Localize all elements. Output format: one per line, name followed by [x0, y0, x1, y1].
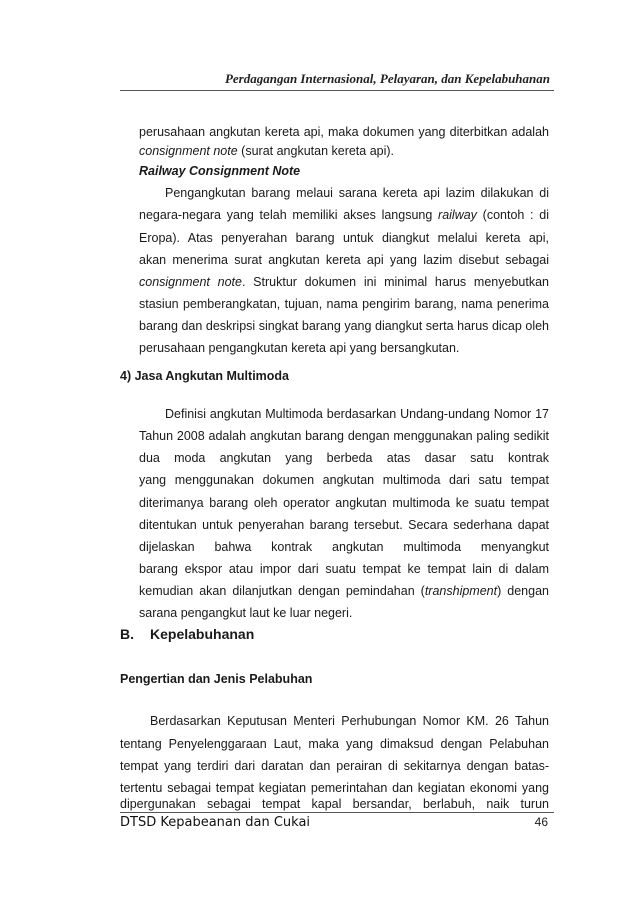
- footer-divider: [120, 812, 554, 813]
- section-title: Kepelabuhanan: [150, 626, 255, 642]
- paragraph-line: stasiun pemberangkatan, tujuan, nama pengirim barang, nama penerima: [139, 297, 549, 311]
- paragraph-line: sarana pengangkut laut ke luar negeri.: [139, 606, 353, 620]
- page-number: 46: [534, 815, 548, 829]
- paragraph-line: dijelaskan bahwa kontrak angkutan multimoda menyangkut: [139, 540, 549, 554]
- running-header: Perdagangan Internasional, Pelayaran, dan Kepelabuhanan: [224, 71, 550, 86]
- paragraph-line: Pengangkutan barang melaui sarana kereta api lazim dilakukan di: [165, 186, 549, 200]
- paragraph-line: barang ekspor atau impor dari suatu tempat ke tempat lain di dalam: [139, 562, 549, 576]
- subheading-multimoda: 4) Jasa Angkutan Multimoda: [120, 369, 290, 383]
- paragraph-line: perusahaan angkutan kereta api, maka dokumen yang diterbitkan adalah: [139, 125, 549, 139]
- paragraph-line: Eropa). Atas penyerahan barang untuk diangkut melalui kereta api,: [139, 231, 549, 245]
- paragraph-line: kemudian akan dilanjutkan dengan pemindahan (transhipment) dengan: [139, 584, 549, 598]
- subheading-railway: Railway Consignment Note: [139, 164, 301, 178]
- paragraph-line: dua moda angkutan yang berbeda atas dasar satu kontrak: [139, 451, 549, 465]
- paragraph-line: dipergunakan sebagai tempat kapal bersandar, berlabuh, naik turun: [120, 797, 549, 811]
- paragraph-line: tentang Penyelenggaraan Laut, maka yang dimaksud dengan Pelabuhan: [120, 737, 549, 751]
- paragraph-line: negara-negara yang telah memiliki akses langsung railway (contoh : di: [139, 208, 549, 222]
- paragraph-line: yang menggunakan dokumen angkutan multimoda dari satu tempat: [139, 473, 549, 487]
- paragraph-line: akan menerima surat angkutan kereta api yang lazim disebut sebagai: [139, 253, 549, 267]
- paragraph-line: Tahun 2008 adalah angkutan barang dengan menggunakan paling sedikit: [139, 429, 549, 443]
- paragraph-line: ditentukan untuk penyerahan barang tersebut. Secara sederhana dapat: [139, 518, 549, 532]
- paragraph-line: consignment note. Struktur dokumen ini minimal harus menyebutkan: [139, 275, 549, 289]
- section-heading: [120, 626, 254, 642]
- paragraph-line: barang dan deskripsi singkat barang yang diangkut serta harus dicap oleh: [139, 319, 549, 333]
- section-label: B.: [120, 626, 134, 642]
- header-divider: [120, 90, 554, 91]
- footer-title: DTSD Kepabeanan dan Cukai: [120, 815, 311, 830]
- paragraph-line: Definisi angkutan Multimoda berdasarkan Undang-undang Nomor 17: [165, 407, 549, 421]
- paragraph-line: tertentu sebagai tempat kegiatan pemerintahan dan kegiatan ekonomi yang: [120, 781, 549, 795]
- paragraph-line: Berdasarkan Keputusan Menteri Perhubungan Nomor KM. 26 Tahun: [150, 714, 549, 728]
- paragraph-line: consignment note (surat angkutan kereta api).: [139, 144, 395, 158]
- paragraph-line: perusahaan pengangkutan kereta api yang bersangkutan.: [139, 341, 460, 355]
- paragraph-line: diterimanya barang oleh operator angkutan multimoda ke suatu tempat: [139, 496, 549, 510]
- paragraph-line: tempat yang terdiri dari daratan dan perairan di sekitarnya dengan batas-: [120, 759, 549, 773]
- subheading-pelabuhan: Pengertian dan Jenis Pelabuhan: [120, 672, 313, 686]
